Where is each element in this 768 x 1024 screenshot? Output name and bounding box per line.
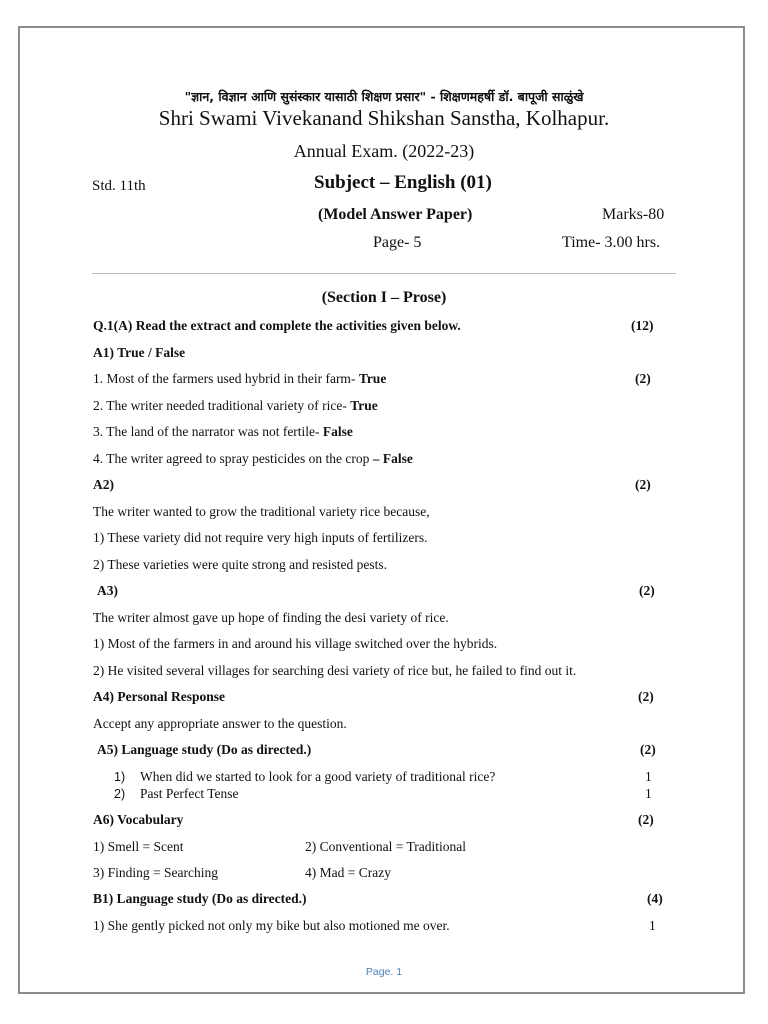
a1-heading: A1) True / False <box>93 345 186 360</box>
a3-line-3: 2) He visited several villages for searching desi variety of rice but, he failed to find out it. <box>93 663 577 678</box>
section-title: (Section I – Prose) <box>321 289 447 306</box>
exam-title: Annual Exam. (2022-23) <box>293 141 475 161</box>
a6-pair-1-right: 2) Conventional = Traditional <box>305 839 466 854</box>
total-marks: Marks-80 <box>602 206 665 223</box>
a3-marks: (2) <box>639 583 655 598</box>
a6-pair-2-left: 3) Finding = Searching <box>93 865 218 880</box>
a6-pair-1-left: 1) Smell = Scent <box>93 839 184 854</box>
b1-item-1: 1) She gently picked not only my bike but also motioned me over. <box>93 918 450 933</box>
a5-marks: (2) <box>640 742 656 757</box>
q1-heading: Q.1(A) Read the extract and complete the activities given below. <box>93 318 461 333</box>
a2-line-3: 2) These varieties were quite strong and resisted pests. <box>93 557 388 572</box>
a2-marks: (2) <box>635 477 651 492</box>
a1-item-3: 3. The land of the narrator was not fertile- False <box>93 424 353 439</box>
a2-line-1: The writer wanted to grow the traditional variety rice because, <box>93 504 430 519</box>
a1-item-2: 2. The writer needed traditional variety of rice- True <box>93 398 378 413</box>
a2-heading: A2) <box>93 477 114 492</box>
q1-marks: (12) <box>631 318 654 333</box>
a3-line-1: The writer almost gave up hope of finding the desi variety of rice. <box>93 610 449 625</box>
page-count: Page- 5 <box>373 234 422 251</box>
institution-motto: "ज्ञान, विज्ञान आणि सुसंस्कार यासाठी शिक्षण प्रसार" - शिक्षणमहर्षी डॉ. बापूजी साळुंखे <box>184 89 584 104</box>
b1-heading: B1) Language study (Do as directed.) <box>93 891 307 906</box>
paper-type: (Model Answer Paper) <box>318 206 473 223</box>
a4-marks: (2) <box>638 689 654 704</box>
a4-line-1: Accept any appropriate answer to the question. <box>93 716 347 731</box>
a6-marks: (2) <box>638 812 654 827</box>
organization-name: Shri Swami Vivekanand Shikshan Sanstha, Kolhapur. <box>158 106 610 130</box>
a5-item-2-marks: 1 <box>645 786 652 801</box>
exam-time: Time- 3.00 hrs. <box>562 234 661 251</box>
subject-title: Subject – English (01) <box>314 172 492 193</box>
b1-item-1-marks: 1 <box>649 918 656 933</box>
a3-line-2: 1) Most of the farmers in and around his village switched over the hybrids. <box>93 636 498 651</box>
standard-label: Std. 11th <box>92 178 146 194</box>
a1-item-4: 4. The writer agreed to spray pesticides on the crop – False <box>93 451 413 466</box>
a6-pair-2-right: 4) Mad = Crazy <box>305 865 391 880</box>
a1-item-1: 1. Most of the farmers used hybrid in their farm- True <box>93 371 387 386</box>
a6-heading: A6) Vocabulary <box>93 812 184 827</box>
a5-item-1: 1) When did we started to look for a good variety of traditional rice? <box>114 769 496 784</box>
page-footer: Page. 1 <box>365 966 403 978</box>
a5-item-1-marks: 1 <box>645 769 652 784</box>
a4-heading: A4) Personal Response <box>93 689 225 704</box>
a1-marks: (2) <box>635 371 651 386</box>
b1-marks: (4) <box>647 891 663 906</box>
a2-line-2: 1) These variety did not require very high inputs of fertilizers. <box>93 530 428 545</box>
header-divider <box>92 273 676 274</box>
a5-item-2: 2) Past Perfect Tense <box>114 786 239 801</box>
a5-heading: A5) Language study (Do as directed.) <box>97 742 312 757</box>
a3-heading: A3) <box>97 583 118 598</box>
